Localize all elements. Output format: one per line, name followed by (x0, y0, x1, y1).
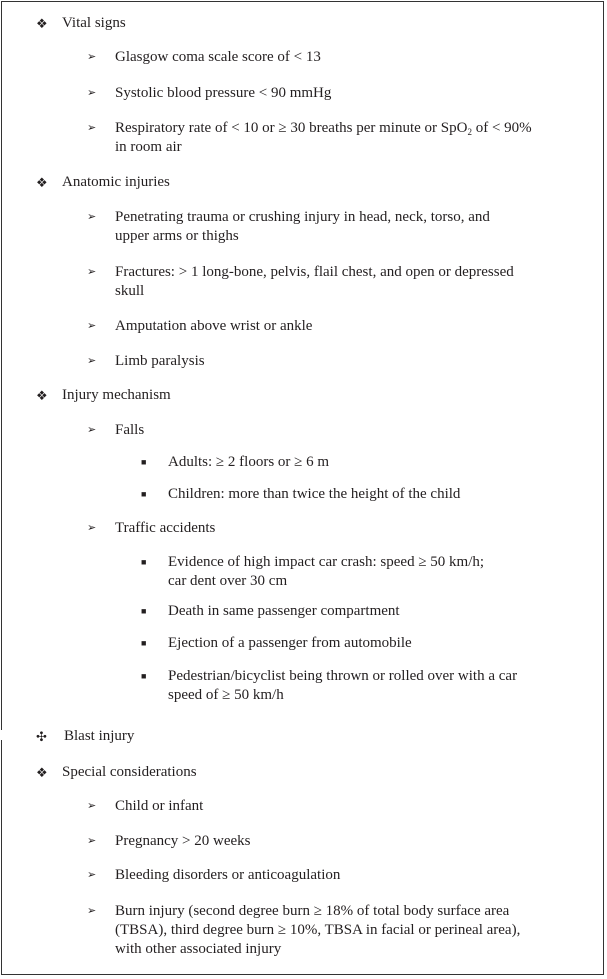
section-heading: Blast injury (64, 728, 135, 744)
square-bullet-icon: ■ (141, 557, 147, 567)
item-text: Pregnancy > 20 weeks (115, 833, 251, 849)
arrow-bullet-icon: ➢ (87, 320, 97, 332)
arrow-bullet-icon: ➢ (87, 122, 97, 134)
diamond-bullet-icon: ❖ (36, 765, 48, 780)
diamond-bullet-icon: ❖ (36, 388, 48, 403)
arrow-bullet-icon: ➢ (87, 424, 97, 436)
item-text: Child or infant (115, 798, 204, 814)
section-heading: Anatomic injuries (62, 174, 170, 190)
item-text: Amputation above wrist or ankle (115, 318, 313, 334)
four-arrows-bullet-icon: ✣ (36, 729, 47, 744)
square-bullet-icon: ■ (141, 606, 147, 616)
square-bullet-icon: ■ (141, 671, 147, 681)
diamond-bullet-icon: ❖ (36, 175, 48, 190)
arrow-bullet-icon: ➢ (87, 266, 97, 278)
item-text: Adults: ≥ 2 floors or ≥ 6 m (168, 454, 330, 470)
item-text: Traffic accidents (115, 520, 216, 536)
item-text: Ejection of a passenger from automobile (168, 635, 412, 651)
item-text: Fractures: > 1 long-bone, pelvis, flail chest, and open or depressed skull (115, 264, 514, 299)
arrow-bullet-icon: ➢ (87, 869, 97, 881)
item-text: Falls (115, 422, 145, 438)
item-text: Bleeding disorders or anticoagulation (115, 867, 341, 883)
item-text: Death in same passenger compartment (168, 603, 400, 619)
item-text: Evidence of high impact car crash: speed ≥ 50 km/h; car dent over 30 cm (168, 554, 485, 589)
arrow-bullet-icon: ➢ (87, 87, 97, 99)
arrow-bullet-icon: ➢ (87, 522, 97, 534)
section-heading: Injury mechanism (62, 387, 171, 403)
arrow-bullet-icon: ➢ (87, 905, 97, 917)
item-text: Children: more than twice the height of the child (168, 486, 461, 502)
border-gap (0, 730, 4, 740)
arrow-bullet-icon: ➢ (87, 211, 97, 223)
arrow-bullet-icon: ➢ (87, 51, 97, 63)
item-text: Limb paralysis (115, 353, 205, 369)
item-text: Penetrating trauma or crushing injury in head, neck, torso, and upper arms or thighs (115, 209, 490, 244)
section-heading: Vital signs (62, 15, 126, 31)
arrow-bullet-icon: ➢ (87, 355, 97, 367)
item-text: Respiratory rate of < 10 or ≥ 30 breaths per minute or SpO$_2$ of < 90% in room air (115, 120, 532, 155)
item-text: Pedestrian/bicyclist being thrown or rolled over with a car speed of ≥ 50 km/h (168, 668, 518, 703)
item-text: Glasgow coma scale score of < 13 (115, 49, 321, 65)
section-heading: Special considerations (62, 764, 197, 780)
diamond-bullet-icon: ❖ (36, 16, 48, 31)
square-bullet-icon: ■ (141, 457, 147, 467)
square-bullet-icon: ■ (141, 638, 147, 648)
arrow-bullet-icon: ➢ (87, 800, 97, 812)
arrow-bullet-icon: ➢ (87, 835, 97, 847)
square-bullet-icon: ■ (141, 489, 147, 499)
item-text: Systolic blood pressure < 90 mmHg (115, 85, 332, 101)
item-text: Burn injury (second degree burn ≥ 18% of total body surface area (TBSA), third degree burn ≥ 10%, TBSA in facial or perineal area), with other associated injury (115, 903, 521, 957)
